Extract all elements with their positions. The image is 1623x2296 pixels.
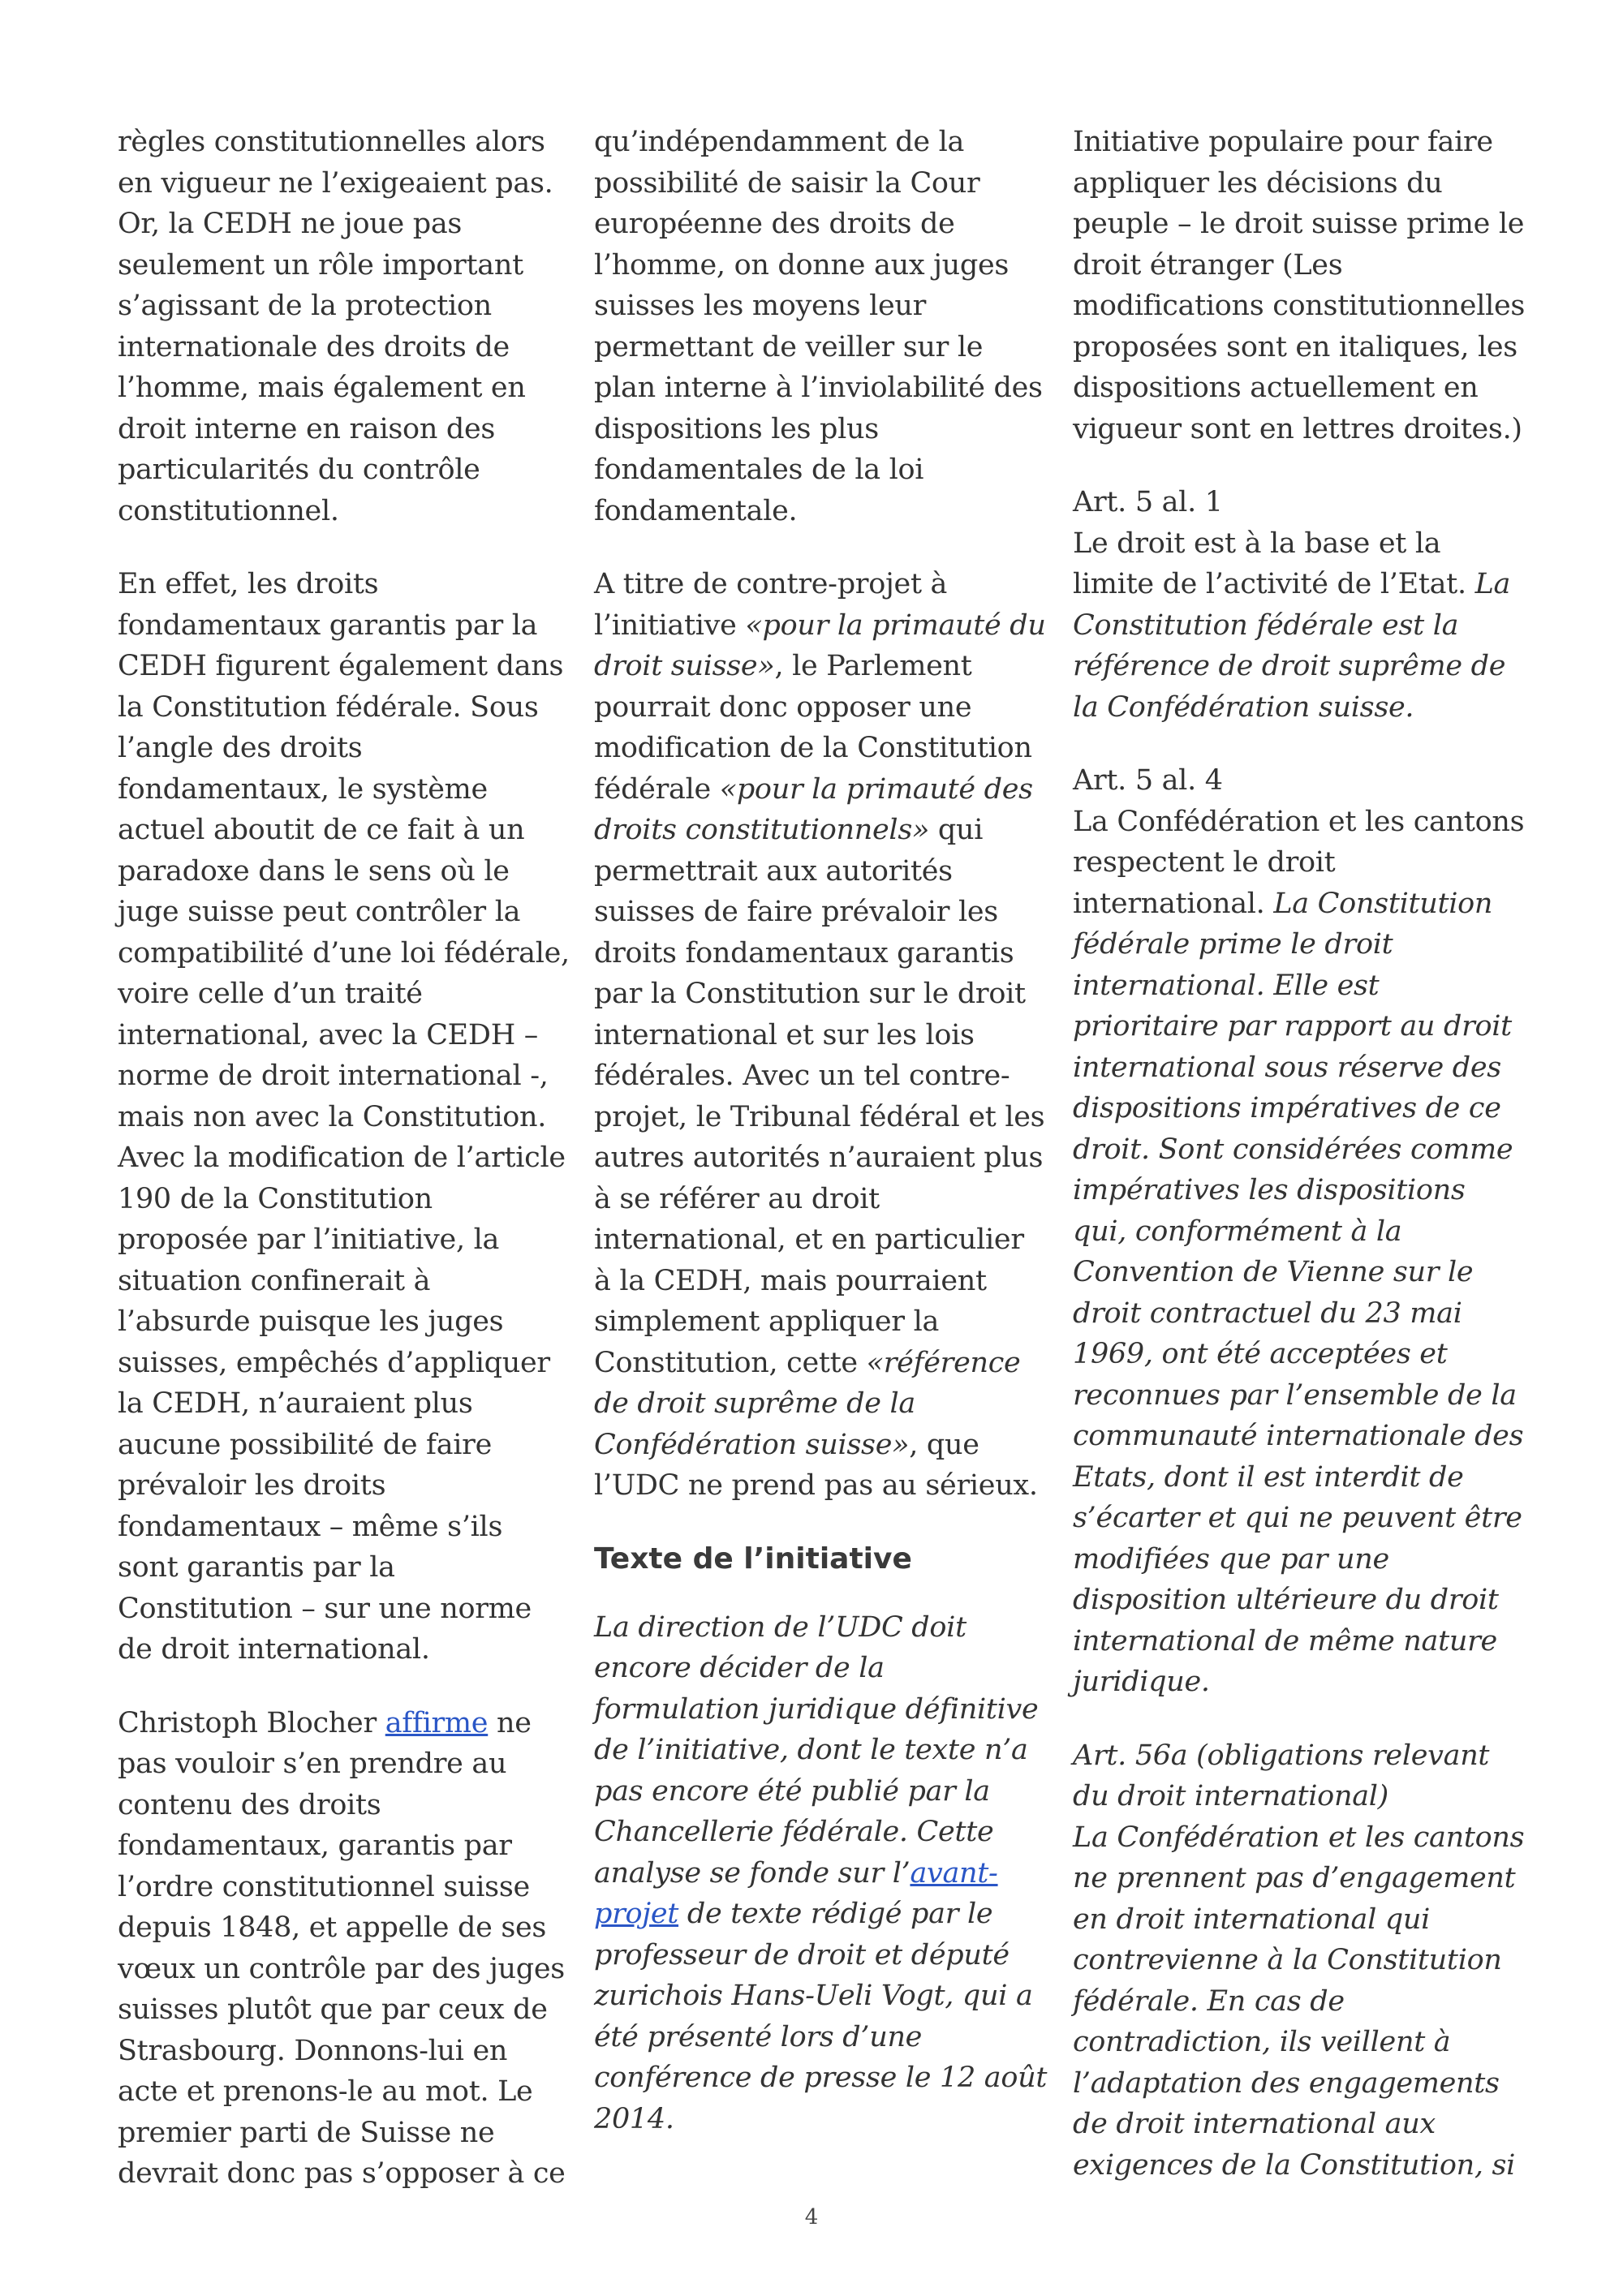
paragraph [594, 564, 1046, 1507]
text-line: communauté internationale des [1073, 1420, 1524, 1452]
text-line: depuis 1848, et appelle de ses [118, 1911, 547, 1944]
text-line: à se référer au droit [594, 1182, 880, 1215]
text-line: en vigueur ne l’exigeaient pas. [118, 166, 553, 200]
text-line: possibilité de saisir la Cour [594, 166, 980, 200]
text-line: Christoph Blocher affirme ne [118, 1706, 532, 1739]
section-heading: Texte de l’initiative [594, 1541, 912, 1576]
text-line: simplement appliquer la [594, 1305, 940, 1338]
text-line: Chancellerie fédérale. Cette [594, 1816, 994, 1848]
text-line: modification de la Constitution [594, 732, 1032, 764]
text-line: encore décider de la [594, 1652, 885, 1684]
text-line: proposée par l’initiative, la [118, 1223, 500, 1256]
text-line: disposition ultérieure du droit [1073, 1584, 1499, 1616]
text-line: droit contractuel du 23 mai [1073, 1296, 1462, 1330]
text-line: prioritaire par rapport au droit [1073, 1010, 1512, 1043]
paragraph [1073, 122, 1526, 449]
article-title: Art. 5 al. 4 [1073, 764, 1223, 797]
text-line: situation confinerait à [118, 1264, 431, 1297]
text-line: de l’initiative, dont le texte n’a [594, 1734, 1028, 1766]
text-line: l’absurde puisque les juges [118, 1305, 504, 1338]
text-line: particularités du contrôle [118, 454, 480, 486]
article-5-al-1 [1073, 482, 1518, 728]
text-line: Avec la modification de l’article [118, 1142, 566, 1174]
text-line: peuple – le droit suisse prime le [1073, 208, 1525, 240]
text-line: acte et prenons-le au mot. Le [118, 2075, 533, 2108]
text-line: aucune possibilité de faire [118, 1428, 493, 1461]
text-line: référence de droit suprême de [1073, 650, 1506, 682]
text-line: Initiative populaire pour faire [1073, 126, 1493, 158]
text-line: formulation juridique définitive [594, 1692, 1039, 1726]
text-line: suisses plutôt que par ceux de [118, 1993, 548, 2026]
paragraph-continuation [118, 1743, 566, 2195]
article-5-al-4 [1073, 760, 1525, 1703]
text-line: Or, la CEDH ne joue pas [118, 208, 463, 240]
text-line: voire celle d’un traité [118, 978, 423, 1010]
text-line: vigueur sont en lettres droites.) [1073, 412, 1522, 445]
text-line: droits constitutionnels» qui [594, 814, 984, 846]
text-line: suisses, empêchés d’appliquer [118, 1346, 550, 1379]
text-line: droit interne en raison des [118, 412, 496, 445]
article-title: Art. 5 al. 1 [1073, 486, 1223, 518]
text-line: qui, conformément à la [1073, 1215, 1402, 1248]
text-line: contradiction, ils veillent à [1073, 2026, 1451, 2058]
text-line: modifiées que par une [1073, 1542, 1389, 1576]
text-line: prévaloir les droits [118, 1469, 386, 1502]
text-line: Confédération suisse», que [594, 1428, 979, 1461]
text-line: Convention de Vienne sur le [1073, 1256, 1474, 1288]
text-line: européenne des droits de [594, 208, 955, 240]
article-56a [1073, 1735, 1525, 2186]
text-line: international et sur les lois [594, 1018, 975, 1051]
text-line: actuel aboutit de ce fait à un [118, 814, 525, 846]
text-line: de droit suprême de la [594, 1387, 915, 1420]
text-line: Etats, dont il est interdit de [1073, 1460, 1464, 1494]
text-line: fondamentaux garantis par la [118, 608, 538, 642]
text-line: s’écarter et qui ne peuvent être [1073, 1502, 1522, 1534]
avant-projet-link-part2[interactable]: projet [594, 1898, 679, 1930]
text-line: mais non avec la Constitution. [118, 1100, 547, 1133]
text-line: premier parti de Suisse ne [118, 2116, 495, 2149]
affirme-link[interactable]: affirme [385, 1706, 489, 1739]
text-line: plan interne à l’inviolabilité des [594, 372, 1043, 404]
text-line: en droit international qui [1073, 1903, 1431, 1936]
text-line: pas encore été publié par la [594, 1774, 990, 1808]
text-line: juridique. [1073, 1666, 1210, 1698]
text-line: proposées sont en italiques, les [1073, 330, 1518, 363]
text-line: La direction de l’UDC doit [594, 1610, 966, 1644]
paragraph [594, 1607, 1048, 2140]
text-line: vœux un contrôle par des juges [118, 1952, 565, 1985]
text-line: devrait donc pas s’opposer à ce [118, 2157, 566, 2190]
paragraph [118, 1703, 566, 2195]
text-line: CEDH figurent également dans [118, 650, 564, 682]
text-line: 1969, ont été acceptées et [1073, 1338, 1448, 1370]
text-line: contrevienne à la Constitution [1073, 1944, 1502, 1976]
text-line: droits fondamentaux garantis [594, 936, 1014, 970]
text-line: 190 de la Constitution [118, 1182, 433, 1215]
text-line: international, et en particulier [594, 1223, 1024, 1256]
text-line: droit. Sont considérées comme [1073, 1133, 1513, 1166]
text-line: 2014. [594, 2102, 674, 2135]
text-line: Constitution – sur une norme [118, 1592, 532, 1625]
text-line: A titre de contre-projet à [594, 568, 948, 600]
text-line: l’angle des droits [118, 732, 363, 764]
text-line: international sous réserve des [1073, 1051, 1501, 1084]
text-line: suisses les moyens leur [594, 290, 927, 322]
text-line: pas vouloir s’en prendre au [118, 1748, 507, 1780]
text-line: droit suisse», le Parlement [594, 650, 972, 682]
text-line: Art. 56a (obligations relevant [1073, 1739, 1490, 1772]
paragraph-continuation [594, 851, 1045, 1343]
text-line: projet de texte rédigé par le [594, 1898, 993, 1930]
column-middle [594, 122, 1048, 2172]
text-line: Le droit est à la base et la [1073, 527, 1441, 560]
text-line: fédérale «pour la primauté des [594, 772, 1033, 806]
paragraph [594, 122, 1043, 531]
text-line: suisses de faire prévaloir les [594, 896, 998, 928]
paragraph-part [1073, 924, 1524, 1703]
text-line: reconnues par l’ensemble de la [1073, 1378, 1517, 1412]
text-line: de droit international. [118, 1633, 430, 1666]
text-line: dispositions les plus [594, 412, 879, 445]
text-line: analyse se fonde sur l’avant- [594, 1856, 998, 1890]
text-line: ne prennent pas d’engagement [1073, 1862, 1516, 1894]
text-line: internationale des droits de [118, 330, 510, 363]
text-line: compatibilité d’une loi fédérale, [118, 936, 570, 970]
text-line: fondamentaux, le système [118, 772, 488, 806]
text-line: été présenté lors d’une [594, 2020, 923, 2053]
text-line: conférence de presse le 12 août [594, 2062, 1048, 2094]
text-line: projet, le Tribunal fédéral et les [594, 1100, 1045, 1133]
text-line: international. La Constitution [1073, 887, 1493, 920]
text-line: limite de l’activité de l’Etat. La [1073, 568, 1511, 600]
text-line: règles constitutionnelles alors [118, 126, 545, 158]
text-line: l’adaptation des engagements [1073, 2066, 1500, 2100]
text-line: pourrait donc opposer une [594, 690, 972, 724]
text-line: Constitution, cette «référence [594, 1346, 1021, 1379]
text-line: international. Elle est [1073, 969, 1380, 1002]
text-line: à la CEDH, mais pourraient [594, 1264, 987, 1297]
text-line: La Confédération et les cantons [1073, 805, 1525, 838]
text-line: sont garantis par la [118, 1551, 395, 1584]
text-line: la CEDH, n’auraient plus [118, 1387, 473, 1420]
page-number: 4 [804, 2205, 819, 2229]
text-line: impératives les dispositions [1073, 1174, 1466, 1206]
paragraph [118, 564, 570, 1670]
text-line: professeur de droit et député [594, 1938, 1010, 1971]
text-line: permettant de veiller sur le [594, 330, 984, 363]
text-line: par la Constitution sur le droit [594, 978, 1026, 1010]
text-line: l’initiative «pour la primauté du [594, 608, 1046, 642]
text-line: l’UDC ne prend pas au sérieux. [594, 1469, 1038, 1502]
text-line: fédérale prime le droit [1073, 928, 1393, 961]
text-line: qu’indépendamment de la [594, 126, 965, 158]
paragraph-part [594, 1935, 1048, 2140]
text-line: fédérales. Avec un tel contre- [594, 1060, 1010, 1092]
text-line: appliquer les décisions du [1073, 166, 1443, 200]
text-line: zurichois Hans-Ueli Vogt, qui a [594, 1980, 1033, 2012]
text-line: la Constitution fédérale. Sous [118, 690, 539, 724]
text-line: l’homme, mais également en [118, 372, 526, 404]
text-line: l’homme, on donne aux juges [594, 248, 1010, 282]
text-line: fondamentaux, garantis par [118, 1829, 512, 1862]
text-line: la Confédération suisse. [1073, 690, 1414, 724]
text-line: permettrait aux autorités [594, 854, 953, 888]
avant-projet-link-part1[interactable]: avant- [910, 1856, 998, 1890]
text-line: s’agissant de la protection [118, 290, 492, 322]
text-line: paradoxe dans le sens où le [118, 854, 510, 888]
text-line: Strasbourg. Donnons-lui en [118, 2034, 508, 2067]
text-line: constitutionnel. [118, 494, 339, 527]
text-line: international de même nature [1073, 1624, 1497, 1658]
column-left [118, 122, 570, 2227]
paragraph [118, 122, 562, 531]
text-line: juge suisse peut contrôler la [118, 896, 521, 928]
paragraph-part [594, 1607, 1039, 1853]
text-line: l’ordre constitutionnel suisse [118, 1870, 530, 1903]
text-line: contenu des droits [118, 1788, 381, 1821]
text-line: Constitution fédérale est la [1073, 608, 1459, 642]
text-line: fédérale. En cas de [1073, 1984, 1345, 2018]
paragraph-part [1073, 605, 1518, 729]
text-line: du droit international) [1073, 1780, 1389, 1812]
text-line: exigences de la Constitution, si [1073, 2148, 1516, 2182]
text-line: international, avec la CEDH – [118, 1018, 538, 1051]
text-line: seulement un rôle important [118, 248, 523, 282]
text-line: fondamentale. [594, 494, 798, 527]
text-line: dispositions impératives de ce [1073, 1092, 1501, 1124]
text-line: autres autorités n’auraient plus [594, 1142, 1044, 1174]
text-line: fondamentaux – même s’ils [118, 1510, 503, 1543]
column-right [1073, 122, 1526, 2218]
text-line: de droit international aux [1073, 2108, 1436, 2140]
text-line: dispositions actuellement en [1073, 372, 1479, 404]
text-line: En effet, les droits [118, 568, 379, 600]
text-line: norme de droit international -, [118, 1060, 549, 1092]
text-line: droit étranger (Les [1073, 248, 1343, 282]
text-line: La Confédération et les cantons [1073, 1821, 1525, 1854]
text-line: modifications constitutionnelles [1073, 290, 1526, 322]
text-line: respectent le droit [1073, 846, 1336, 879]
text-line: fondamentales de la loi [594, 454, 924, 486]
